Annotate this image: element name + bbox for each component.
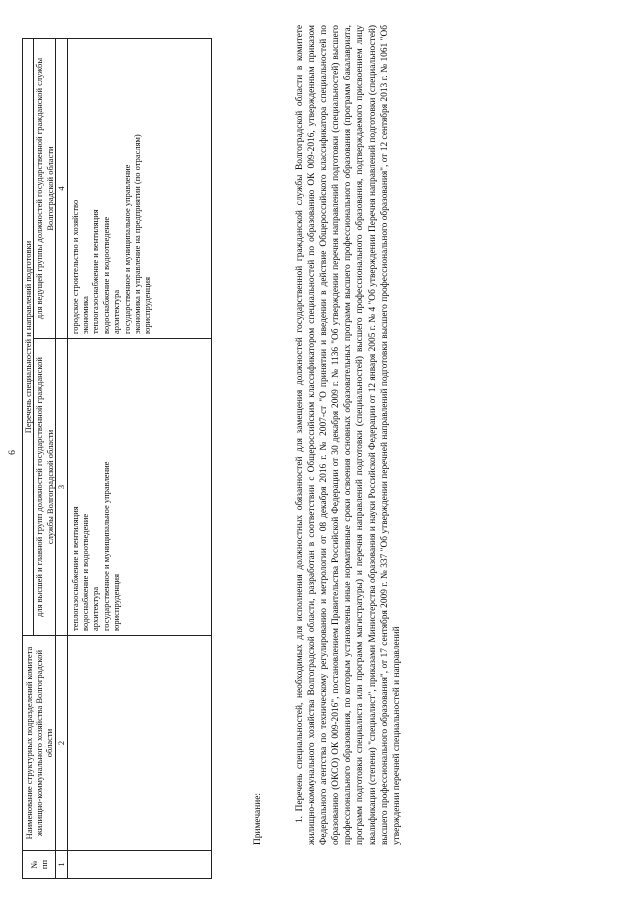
- list-item: теплогазоснабжение и вентиляция: [90, 209, 101, 334]
- list-item: архитектура: [111, 289, 122, 334]
- list-item: архитектура: [90, 586, 101, 631]
- leading-specialties-list: [68, 43, 153, 334]
- list-item: экономика: [80, 296, 91, 334]
- header-department: Наименование структурных подразделений комитета жилищно-коммунального хозяйства Волгоградской области: [23, 636, 56, 851]
- list-item: теплогазоснабжение и вентиляция: [69, 506, 80, 631]
- row-department: [67, 636, 211, 851]
- note-paragraph: 1. Перечень специальностей, необходимых для исполнения должностных обязанностей для замещения должностей государственной гражданской службы Волгоградской области в комитете жилищно-коммунального хозяйства Волгоградской области, разработан в соответствии с Общероссийским классификатором специальностей по образованию ОК 009-2016, утвержденным приказом Федерального агентства по техническому регулированию и метрологии от 08 декабря 2016 г. № 2007-ст "О принятии и введении в действие Общероссийского классификатора специальностей по образованию (ОКСО) ОК 009-2016", постановлением Правительства Российской Федерации от 30 декабря 2009 г. № 1136 "Об утверждении перечня направлений подготовки (специальностей) высшего профессионального образования, по которым установлены иные нормативные сроки освоения основных образовательных программ высшего профессионального образования (программ бакалавриата, программ подготовки специалиста или программ магистратуры) и перечня направлений подготовки (специальностей) высшего профессионального образования, подтверждаемого присвоением лицу квалификации (степени) "специалист", приказами Министерства образования и науки Российской Федерации от 12 января 2005 г. № 4 "Об утверждении Перечня направлений подготовки (специальностей) высшего профессионального образования", от 17 сентября 2009 г. № 337 "Об утверждении перечней направлений подготовки высшего профессионального образования", от 12 сентября 2013 г. № 1061 "Об утверждении перечней специальностей и направлений: [295, 25, 402, 845]
- list-item: городское строительство и хозяйство: [69, 199, 80, 334]
- list-item: водоснабжение и водоотведение: [100, 216, 111, 334]
- header-specialties-group: Перечень специальностей и направлений подготовки: [23, 39, 34, 636]
- column-number: 3: [56, 339, 67, 636]
- senior-specialties-list: [68, 343, 122, 631]
- notes-title: Примечание:: [253, 792, 263, 845]
- column-number-row: [56, 39, 67, 879]
- row-num: [67, 851, 211, 879]
- list-item: государственное и муниципальное управление: [100, 461, 111, 631]
- page-number: 6: [8, 450, 18, 455]
- header-leading-group: для ведущей группы должностей государственной гражданской службы Волгоградской области: [34, 39, 56, 339]
- table-row: [67, 39, 211, 879]
- list-item: государственное и муниципальное управление: [121, 164, 132, 334]
- senior-specialties-cell: [67, 339, 211, 636]
- list-item: юриспруденция: [111, 574, 122, 631]
- list-item: экономика и управление на предприятии (по отраслям): [132, 134, 143, 334]
- leading-specialties-cell: [67, 39, 211, 339]
- list-item: юриспруденция: [142, 277, 153, 334]
- header-senior-group: для высшей и главной групп должностей государственной гражданской службы Волгоградской области: [34, 339, 56, 636]
- specialties-table: [22, 38, 212, 879]
- column-number: 4: [56, 39, 67, 339]
- header-num: № пп: [23, 851, 56, 879]
- column-number: 2: [56, 636, 67, 851]
- column-number: 1: [56, 851, 67, 879]
- list-item: водоснабжение и водоотведение: [80, 513, 91, 631]
